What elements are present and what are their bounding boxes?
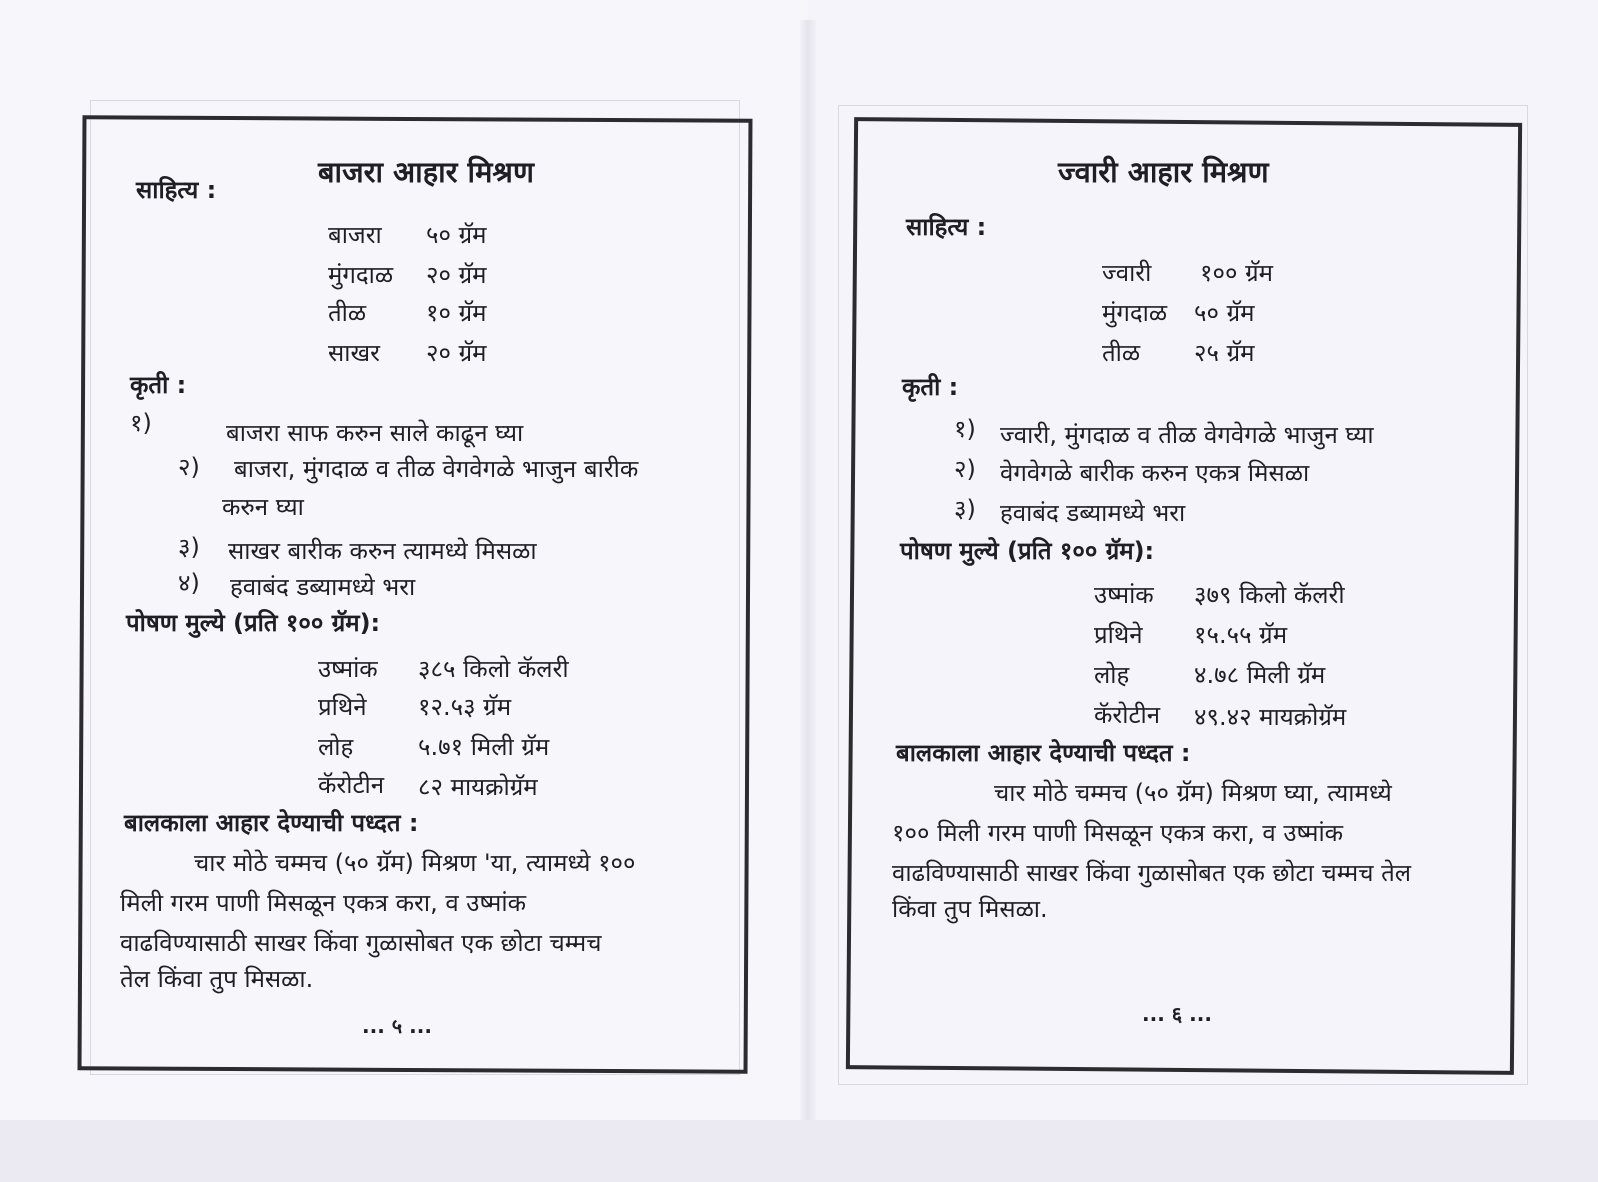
- left-feeding-line: मिली गरम पाणी मिसळून एकत्र करा, व उष्मांक: [120, 889, 527, 917]
- right-method-heading: कृती :: [902, 373, 959, 401]
- left-step-number: ४): [178, 569, 200, 597]
- right-feeding-line: चार मोठे चम्मच (५० ग्रॅम) मिश्रण घ्या, त्यामध्ये: [994, 779, 1392, 807]
- right-ingredient-name: ज्वारी: [1102, 259, 1152, 287]
- right-nutrient-name: कॅरोटीन: [1094, 701, 1161, 729]
- left-nutrient-name: उष्मांक: [318, 655, 378, 683]
- left-ingredients-heading: साहित्य :: [136, 176, 217, 204]
- left-recipe-title: बाजरा आहार मिश्रण: [318, 155, 534, 189]
- right-ingredient-qty: २५ ग्रॅम: [1194, 339, 1255, 367]
- right-nutrition-heading: पोषण मुल्ये (प्रति १०० ग्रॅम):: [900, 537, 1155, 565]
- right-page-number: ... ६ ...: [1142, 1002, 1212, 1026]
- right-ingredient-qty: १०० ग्रॅम: [1200, 259, 1273, 287]
- right-feeding-line: १०० मिली गरम पाणी मिसळून एकत्र करा, व उष्मांक: [892, 819, 1344, 847]
- left-nutrition-heading: पोषण मुल्ये (प्रति १०० ग्रॅम):: [126, 609, 381, 637]
- right-step-text: वेगवेगळे बारीक करुन एकत्र मिसळा: [1000, 459, 1310, 487]
- right-step-text: ज्वारी, मुंगदाळ व तीळ वेगवेगळे भाजुन घ्या: [1000, 421, 1374, 449]
- left-step-text: बाजरा साफ करुन साले काढून घ्या: [226, 419, 524, 447]
- right-step-number: ३): [954, 495, 976, 523]
- right-nutrient-value: ४.७८ मिली ग्रॅम: [1194, 661, 1326, 689]
- right-page-border: [846, 117, 1522, 1075]
- left-ingredient-name: मुंगदाळ: [328, 261, 394, 289]
- left-nutrient-value: १२.५३ ग्रॅम: [418, 693, 512, 721]
- left-feeding-line: वाढविण्यासाठी साखर किंवा गुळासोबत एक छोटा चम्मच: [120, 929, 602, 957]
- left-ingredient-name: साखर: [328, 339, 380, 367]
- left-step-number: २): [178, 453, 200, 481]
- right-ingredient-name: तीळ: [1102, 339, 1141, 367]
- left-step-text: हवाबंद डब्यामध्ये भरा: [230, 573, 416, 601]
- left-ingredient-name: बाजरा: [328, 221, 382, 249]
- scan-bottom-edge: [0, 1120, 1598, 1182]
- left-ingredient-qty: २० ग्रॅम: [426, 261, 487, 289]
- left-nutrient-name: प्रथिने: [318, 693, 367, 721]
- left-nutrient-name: लोह: [318, 733, 354, 761]
- left-step-number: १): [130, 409, 152, 437]
- right-recipe-title: ज्वारी आहार मिश्रण: [1058, 155, 1269, 189]
- left-page-number: ... ५ ...: [362, 1014, 432, 1038]
- left-nutrient-value: ५.७१ मिली ग्रॅम: [418, 733, 550, 761]
- right-step-text: हवाबंद डब्यामध्ये भरा: [1000, 499, 1186, 527]
- left-feeding-line: चार मोठे चम्मच (५० ग्रॅम) मिश्रण 'या, त्यामध्ये १००: [194, 849, 636, 877]
- book-gutter: [800, 20, 816, 1140]
- right-step-number: १): [954, 415, 976, 443]
- right-nutrient-name: प्रथिने: [1094, 621, 1143, 649]
- right-nutrient-value: ४९.४२ मायक्रोग्रॅम: [1194, 703, 1347, 731]
- left-ingredient-qty: १० ग्रॅम: [426, 299, 487, 327]
- left-nutrient-value: ३८५ किलो कॅलरी: [418, 655, 569, 683]
- left-step-text: बाजरा, मुंगदाळ व तीळ वेगवेगळे भाजुन बारीक: [234, 455, 639, 483]
- left-ingredient-name: तीळ: [328, 299, 367, 327]
- left-step-text: साखर बारीक करुन त्यामध्ये मिसळा: [228, 537, 537, 565]
- right-step-number: २): [954, 455, 976, 483]
- right-nutrient-value: ३७९ किलो कॅलरी: [1194, 581, 1345, 609]
- right-feeding-line: किंवा तुप मिसळा.: [892, 895, 1048, 923]
- left-nutrient-value: ८२ मायक्रोग्रॅम: [418, 773, 538, 801]
- right-feeding-line: वाढविण्यासाठी साखर किंवा गुळासोबत एक छोटा चम्मच तेल: [892, 859, 1412, 887]
- right-feeding-heading: बालकाला आहार देण्याची पध्दत :: [896, 739, 1191, 767]
- left-feeding-line: तेल किंवा तुप मिसळा.: [120, 965, 314, 993]
- right-nutrient-name: लोह: [1094, 661, 1130, 689]
- left-ingredient-qty: ५० ग्रॅम: [426, 221, 487, 249]
- right-ingredient-name: मुंगदाळ: [1102, 299, 1168, 327]
- left-step-number: ३): [178, 533, 200, 561]
- right-nutrient-value: १५.५५ ग्रॅम: [1194, 621, 1288, 649]
- left-nutrient-name: कॅरोटीन: [318, 771, 385, 799]
- right-ingredients-heading: साहित्य :: [906, 213, 987, 241]
- right-ingredient-qty: ५० ग्रॅम: [1194, 299, 1255, 327]
- left-method-heading: कृती :: [130, 371, 187, 399]
- right-nutrient-name: उष्मांक: [1094, 581, 1154, 609]
- left-ingredient-qty: २० ग्रॅम: [426, 339, 487, 367]
- left-feeding-heading: बालकाला आहार देण्याची पध्दत :: [124, 809, 419, 837]
- left-step-text-continued: करुन घ्या: [222, 493, 304, 521]
